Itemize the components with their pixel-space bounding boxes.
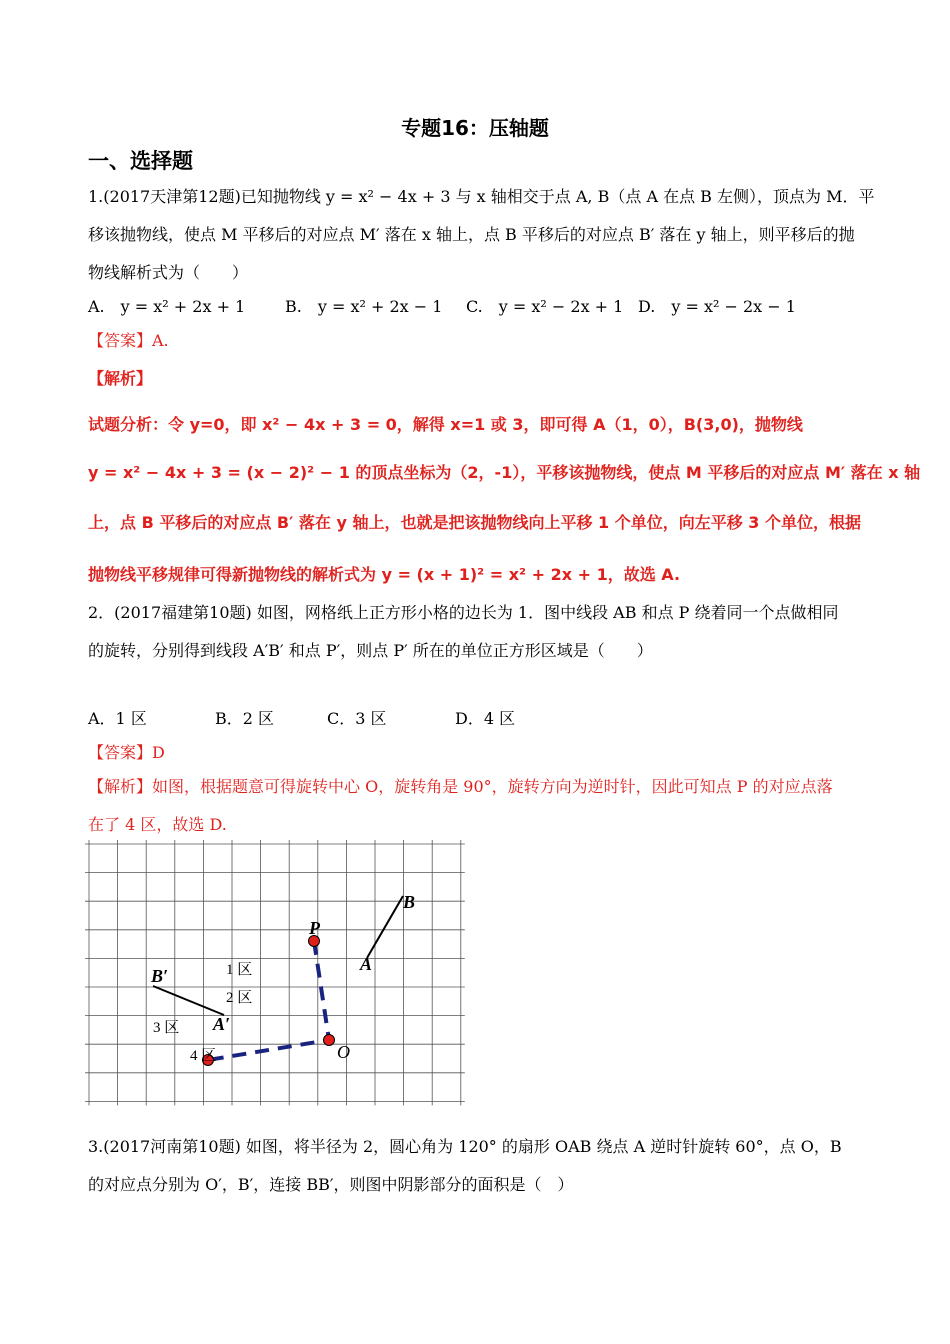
page-title: 专题16：压轴题 [401, 116, 549, 140]
label-p: P [309, 918, 320, 938]
q1-choice-d: D. y = x² − 2x − 1 [638, 297, 796, 316]
q2-choice-d: D．4 区 [455, 709, 516, 728]
segment-a-prime-b-prime [153, 986, 224, 1015]
label-a: A [360, 954, 373, 974]
q2-answer: 【答案】D [88, 743, 165, 762]
q1-analysis-label: 【解析】 [88, 369, 153, 388]
q2-choice-a: A．1 区 [88, 709, 147, 728]
q1-analysis-2: y = x² − 4x + 3 = (x − 2)² − 1 的顶点坐标为（2，-1），平移该抛物线，使点 M 平移后的对应点 M′ 落在 x 轴 [88, 463, 921, 482]
q2-choice-c: C．3 区 [327, 709, 387, 728]
zone-1-label: 1 区 [226, 962, 253, 978]
q2-choice-b: B．2 区 [215, 709, 275, 728]
rotation-grid-figure [85, 840, 470, 1120]
q1-analysis-4: 抛物线平移规律可得新抛物线的解析式为 y = (x + 1)² = x² + 2x + 1，故选 A. [88, 565, 681, 584]
section-heading: 一、选择题 [88, 149, 193, 173]
q2-line-1: 2．(2017福建第10题) 如图，网格纸上正方形小格的边长为 1．图中线段 AB 和点 P 绕着同一个点做相同 [88, 603, 839, 622]
zone-3-label: 3 区 [153, 1020, 180, 1036]
q2-analysis-1: 【解析】如图，根据题意可得旋转中心 O，旋转角是 90°，旋转方向为逆时针，因此可知点 P 的对应点落 [88, 777, 833, 796]
q3-line-2: 的对应点分别为 O′，B′，连接 BB′，则图中阴影部分的面积是（ ） [88, 1175, 574, 1194]
q1-choice-b: B. y = x² + 2x − 1 [285, 297, 443, 316]
q3-line-1: 3.(2017河南第10题) 如图，将半径为 2，圆心角为 120° 的扇形 OAB 绕点 A 逆时针旋转 60°，点 O，B [88, 1137, 842, 1156]
q1-answer: 【答案】A. [88, 331, 169, 350]
q1-line-3: 物线解析式为（ ） [88, 263, 249, 282]
q1-choice-c: C. y = x² − 2x + 1 [466, 297, 624, 316]
q1-line-1: 1.(2017天津第12题)已知抛物线 y = x² − 4x + 3 与 x 轴相交于点 A, B（点 A 在点 B 左侧），顶点为 M．平 [88, 187, 875, 206]
label-b: B [403, 892, 416, 912]
label-o: O [337, 1042, 350, 1062]
q1-analysis-3: 上，点 B 平移后的对应点 B′ 落在 y 轴上，也就是把该抛物线向上平移 1 个单位，向左平移 3 个单位，根据 [88, 513, 862, 532]
grid-lines [85, 840, 465, 1105]
q2-line-2: 的旋转，分别得到线段 A′B′ 和点 P′，则点 P′ 所在的单位正方形区域是（ ） [88, 641, 653, 660]
label-a-prime: A′ [213, 1014, 231, 1034]
segment-ab [367, 896, 403, 958]
point-o [324, 1035, 335, 1046]
q1-analysis-1: 试题分析：令 y=0，即 x² − 4x + 3 = 0，解得 x=1 或 3，即可得 A（1，0），B(3,0)，抛物线 [88, 415, 803, 434]
q1-line-2: 移该抛物线，使点 M 平移后的对应点 M′ 落在 x 轴上，点 B 平移后的对应点 B′ 落在 y 轴上，则平移后的抛 [88, 225, 855, 244]
q2-analysis-2: 在了 4 区，故选 D. [88, 815, 227, 834]
label-b-prime: B′ [151, 966, 169, 986]
zone-2-label: 2 区 [226, 990, 253, 1006]
q1-choice-a: A. y = x² + 2x + 1 [88, 297, 246, 316]
zone-4-label: 4 区 [190, 1048, 217, 1064]
